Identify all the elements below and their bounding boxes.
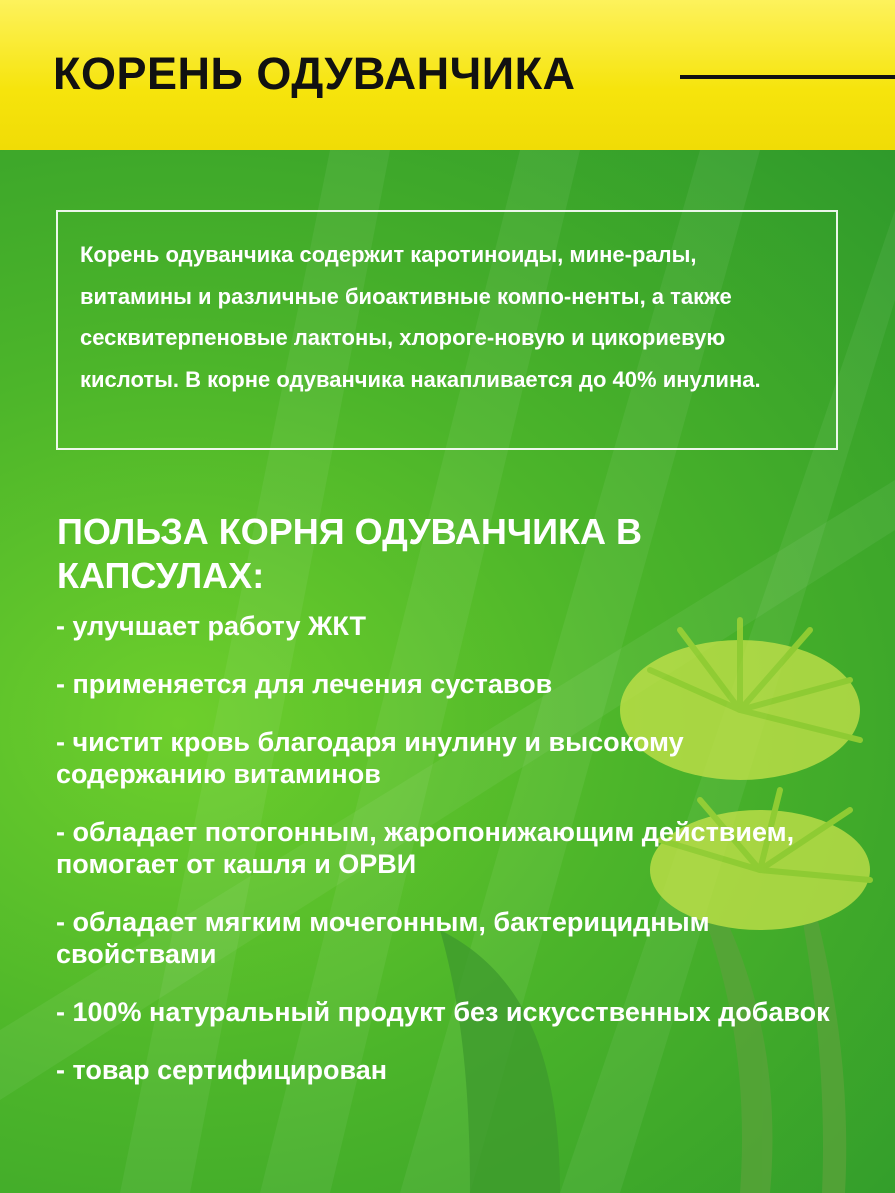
benefits-list [56,610,856,1112]
info-box [56,210,838,450]
benefits-title: ПОЛЬЗА КОРНЯ ОДУВАНЧИКА В КАПСУЛАХ: [57,511,642,596]
header-divider-line [680,75,895,79]
page-title: КОРЕНЬ ОДУВАНЧИКА [53,48,576,99]
benefit-item: - применяется для лечения суставов [56,669,553,699]
benefit-item: - обладает мягким мочегонным, бактерицидным свойствами [56,907,710,969]
header-banner [0,0,895,150]
benefit-item: - товар сертифицирован [56,1055,388,1085]
main-panel [0,150,895,1193]
benefit-item: - 100% натуральный продукт без искусственных добавок [56,997,830,1027]
benefit-item: - чистит кровь благодаря инулину и высокому содержанию витаминов [56,727,684,789]
benefit-item: - обладает потогонным, жаропонижающим действием, помогает от кашля и ОРВИ [56,817,795,879]
info-text: Корень одуванчика содержит каротиноиды, мине-ралы, витамины и различные биоактивные компо-ненты, а также сесквитерпеновые лактоны, хлороге-новую и цикориевую кислоты. В корне одуванчика накапливается до 40% инулина. [80,242,761,392]
benefit-item: - улучшает работу ЖКТ [56,611,367,641]
